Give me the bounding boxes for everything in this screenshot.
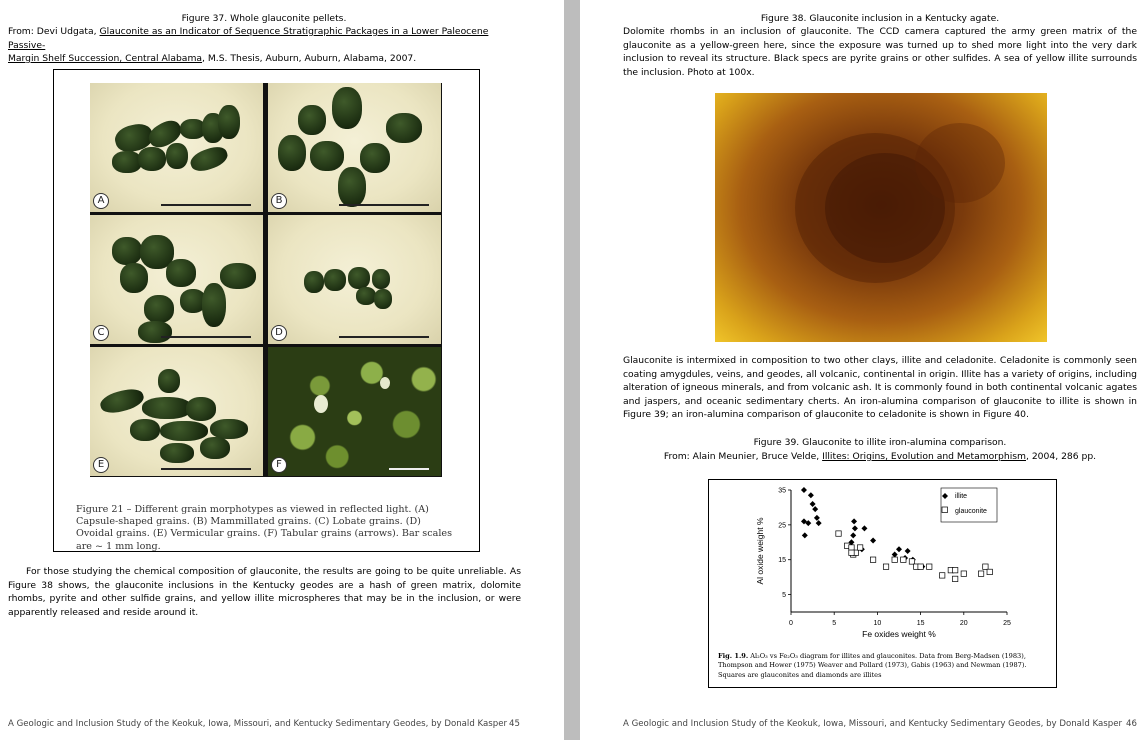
plate-label: E: [93, 457, 109, 473]
illite-point: [812, 506, 818, 512]
glauconite-point: [870, 557, 875, 562]
glauconite-point: [849, 550, 854, 555]
fig39-source: [623, 450, 1137, 464]
left-paragraph: For those studying the chemical composition of glauconite, the results are going to be quite unreliable. As Figure 38 shows, the glauconite inclusions in the Kentucky geodes are a hash of green matrix, dolomite rhombs, pyrite and other sulfide grains, and yellow illite microspheres that may be in the inclusion, or were apparently released and reside around it.: [8, 566, 521, 618]
illite-point: [896, 546, 902, 552]
fig39-caption: [718, 652, 1053, 680]
scale-bar: [339, 204, 429, 206]
x-tick-label: 25: [1003, 620, 1011, 627]
x-tick-label: 0: [789, 620, 793, 627]
scale-bar: [339, 336, 429, 338]
fig37-caption: Figure 21 – Different grain morphotypes as viewed in reflected light. (A) Capsule-shaped grains. (B) Mammillated grains. (C) Lobate grains. (D) Ovoidal grains. (E) Vermicular grains. (F) Tabular grains (arrows). Bar scales are ~ 1 mm long.: [76, 504, 452, 552]
fig37-source: [8, 25, 528, 66]
illite-point: [892, 551, 898, 557]
glauconite-point: [901, 557, 906, 562]
scale-bar: [161, 336, 251, 338]
scale-bar: [161, 468, 251, 470]
fig37-source-link[interactable]: Glauconite as an Indicator of Sequence Stratigraphic Packages in a Lower Paleocene Passive-: [8, 26, 489, 51]
x-tick-label: 15: [916, 620, 925, 627]
scale-bar: [161, 204, 251, 206]
glauconite-point: [940, 573, 945, 578]
illite-point: [808, 492, 814, 498]
plate-a: [90, 83, 263, 212]
fig37-source-suffix: , M.S. Thesis, Auburn, Auburn, Alabama, 2007.: [202, 53, 417, 64]
legend-label-illite: illite: [955, 493, 968, 500]
illite-point: [814, 515, 820, 521]
glauconite-point: [918, 564, 923, 569]
glauconite-point: [857, 545, 862, 550]
y-axis-label: Al oxide weight %: [755, 517, 765, 585]
y-tick-label: 25: [778, 522, 786, 530]
plate-label: F: [271, 457, 287, 473]
glauconite-point: [909, 559, 914, 564]
left-page: [0, 0, 564, 740]
plate-label: B: [271, 193, 287, 209]
fig39-title: Figure 39. Glauconite to illite iron-alumina comparison.: [753, 437, 1007, 448]
fig39-caption-label: Fig. 1.9.: [718, 652, 749, 660]
scale-bar: [389, 468, 429, 470]
glauconite-point: [952, 567, 957, 572]
glauconite-point: [892, 557, 897, 562]
footer-right: A Geologic and Inclusion Study of the Keokuk, Iowa, Missouri, and Kentucky Sedimentary Geodes, by Donald Kasper: [623, 719, 1123, 729]
glauconite-point: [836, 531, 841, 536]
x-tick-label: 5: [832, 620, 837, 627]
x-axis-label: Fe oxides weight %: [862, 629, 936, 639]
x-tick-label: 20: [959, 620, 968, 627]
legend-square-marker: [942, 507, 948, 513]
plate-label: A: [93, 193, 109, 209]
figure-38-photo: [715, 93, 1047, 342]
y-tick-label: 15: [778, 557, 786, 565]
scatter-plot: [709, 480, 1056, 650]
fig38-title: Figure 38. Glauconite inclusion in a Kentucky agate.: [760, 13, 1000, 24]
fig39-source-prefix: From: Alain Meunier, Bruce Velde,: [663, 451, 823, 462]
glauconite-point: [883, 564, 888, 569]
x-tick-label: 10: [873, 620, 882, 627]
glauconite-point: [961, 571, 966, 576]
fig37-source-prefix: From: Devi Udgata,: [8, 26, 100, 37]
y-tick-label: 5: [782, 592, 786, 600]
illite-point: [816, 520, 822, 526]
fig38-description: Dolomite rhombs in an inclusion of glauconite. The CCD camera captured the army green matrix of the glauconite as a yellow-green here, since the exposure was turned up to shed more light into the very dark inclusion to reveal its structure. Black specs are pyrite grains or other sulfides. A sea of yellow illite surrounds the inclusion. Photo at 100x.: [623, 26, 1137, 78]
glauconite-point: [983, 564, 988, 569]
glauconite-point: [978, 571, 983, 576]
right-paragraph: Glauconite is intermixed in composition to two other clays, illite and celadonite. Celadonite is commonly seen coating amygdules, veins, and geodes, all volcanic, continental in origin. Illite has a variety of origins, including alteration of igneous minerals, and from volcanic ash. It is commonly found in both continental volcanic agates and jaspers, and oceanic sedimentary cherts. An iron-alumina comparison of glauconite to illite is shown in Figure 39; an iron-alumina comparison of glauconite to celadonite is shown in Figure 40.: [623, 355, 1137, 420]
illite-point: [850, 532, 856, 538]
fig37-title: Figure 37. Whole glauconite pellets.: [181, 13, 347, 24]
figure-37: [53, 69, 480, 552]
plate-d: [268, 215, 441, 344]
plate-f: [268, 347, 441, 476]
plate-c: [90, 215, 263, 344]
figure-39-chart: [708, 479, 1057, 688]
illite-point: [801, 487, 807, 493]
fig39-source-suffix: , 2004, 286 pp.: [1026, 451, 1097, 462]
legend-label-glauconite: glauconite: [955, 508, 987, 515]
plate-b: [268, 83, 441, 212]
glauconite-point: [987, 569, 992, 574]
illite-point: [870, 538, 876, 544]
footer-left: A Geologic and Inclusion Study of the Keokuk, Iowa, Missouri, and Kentucky Sedimentary Geodes, by Donald Kasper: [8, 719, 508, 729]
fig39-caption-text: Al₂O₃ vs Fe₂O₃ diagram for illites and glauconites. Data from Berg-Madsen (1983), Thompson and Hower (1975) Weaver and Pollard (1973), Gabis (1963) and Newman (1987). Squares are glauconites and diamonds are illites: [718, 652, 1027, 679]
plate-label: C: [93, 325, 109, 341]
right-page: [580, 0, 1143, 740]
legend-box: [941, 488, 997, 522]
y-tick-label: 35: [778, 487, 786, 495]
illite-point: [852, 525, 858, 531]
page-number-right: 46: [1126, 719, 1137, 729]
illite-point: [905, 548, 911, 554]
fig39-source-link[interactable]: Illites: Origins, Evolution and Metamorphism: [822, 451, 1026, 462]
glauconite-point: [952, 576, 957, 581]
plate-grid: [90, 83, 442, 477]
glauconite-point: [927, 564, 932, 569]
illite-point: [861, 525, 867, 531]
illite-point: [802, 532, 808, 538]
illite-point: [810, 501, 816, 507]
fig37-source-link2[interactable]: Margin Shelf Succession, Central Alabama: [8, 53, 203, 64]
plate-label: D: [271, 325, 287, 341]
glauconite-point: [849, 545, 854, 550]
page-number-left: 45: [509, 719, 520, 729]
illite-point: [851, 518, 857, 524]
page-gutter: [564, 0, 580, 740]
plate-e: [90, 347, 263, 476]
